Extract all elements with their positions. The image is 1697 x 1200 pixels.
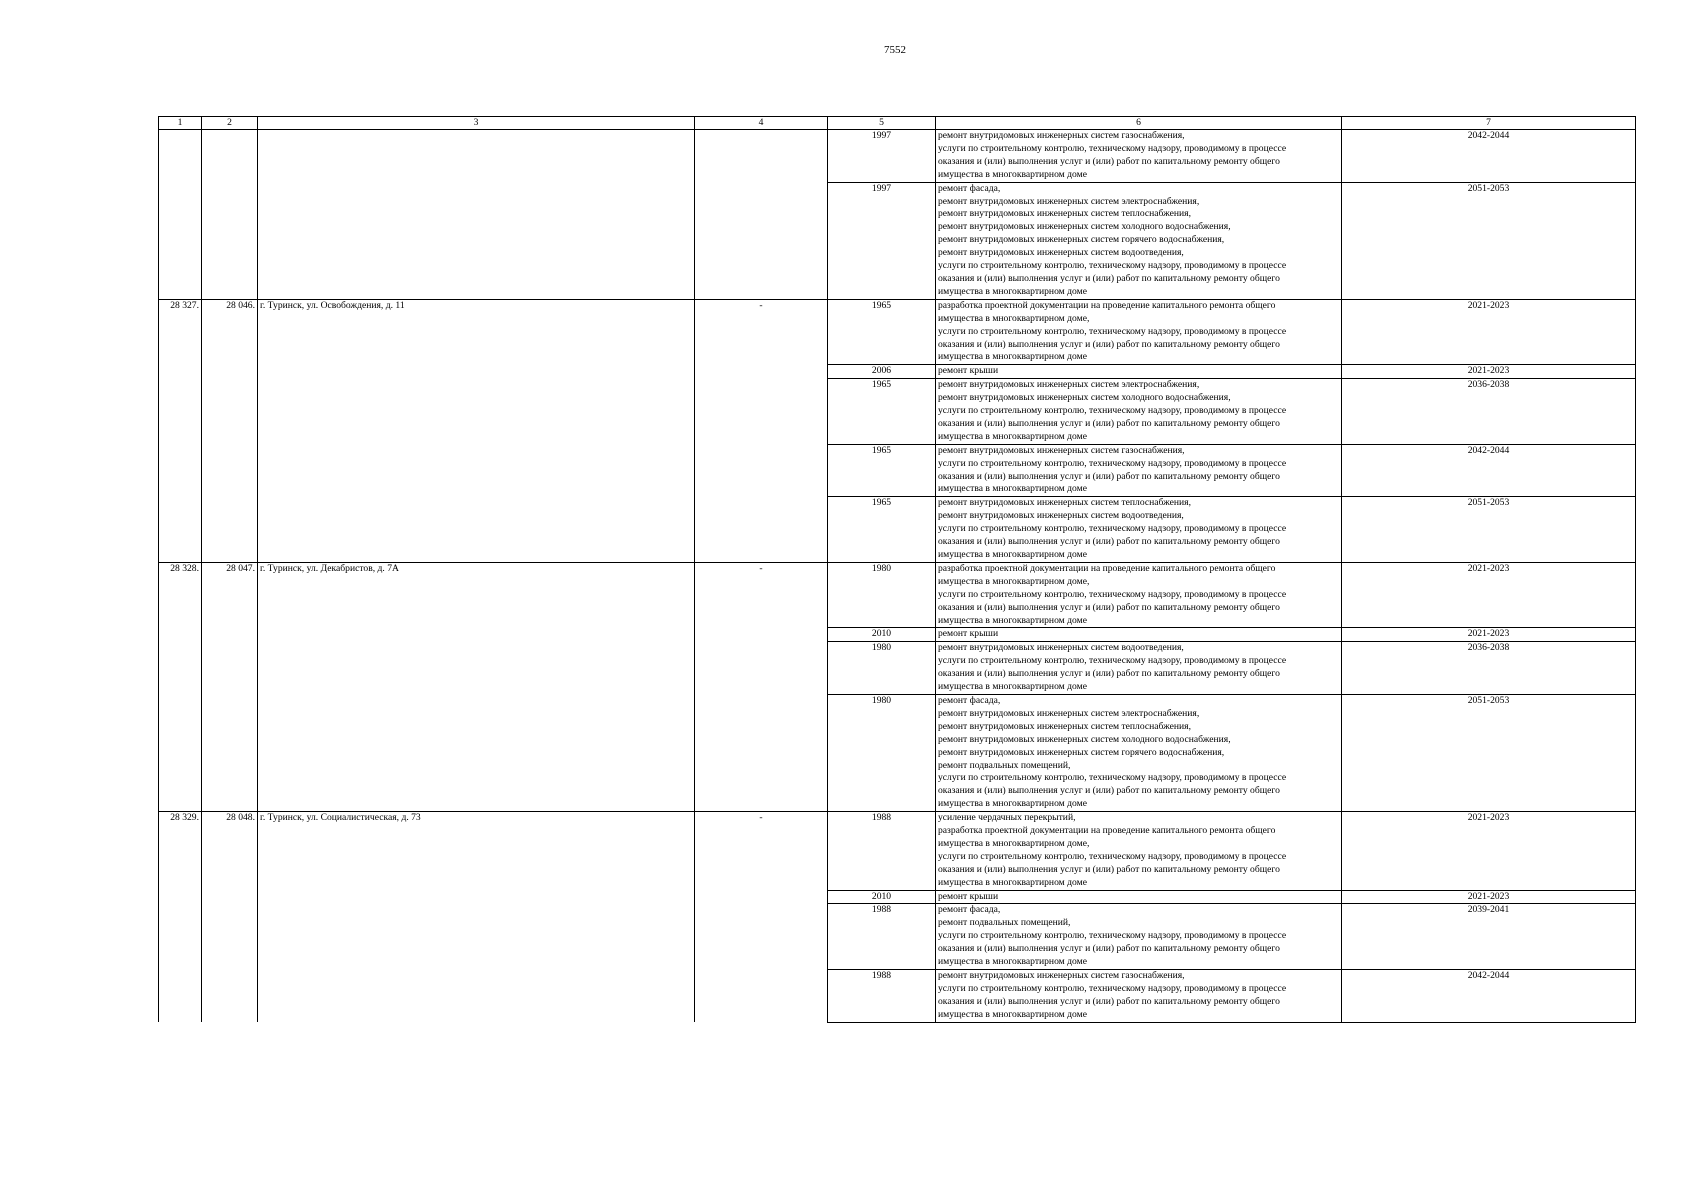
- work-line: ремонт крыши: [938, 628, 999, 640]
- page-number: 7552: [884, 44, 906, 56]
- work-line: оказания и (или) выполнения услуг и (или) работ по капитальному ремонту общего: [938, 338, 1280, 350]
- work-description: [936, 890, 1342, 904]
- work-line: имущества в многоквартирном доме: [938, 285, 1087, 297]
- work-line: разработка проектной документации на проведение капитального ремонта общего: [938, 825, 1276, 837]
- table-body: [159, 117, 1636, 1023]
- work-line: услуги по строительному контролю, техническому надзору, проводимому в процессе: [938, 772, 1287, 784]
- work-line: ремонт фасада,: [938, 694, 1001, 706]
- work-line: услуги по строительному контролю, техническому надзору, проводимому в процессе: [938, 405, 1287, 417]
- repair-period: 2021-2023: [1342, 299, 1636, 365]
- continuation-cell: [695, 130, 828, 300]
- work-line: услуги по строительному контролю, техническому надзору, проводимому в процессе: [938, 260, 1287, 272]
- work-description: [936, 182, 1342, 299]
- work-line: имущества в многоквартирном доме: [938, 681, 1087, 693]
- work-line: ремонт подвальных помещений,: [938, 917, 1071, 929]
- continuation-cell: [202, 130, 258, 300]
- table-row: [159, 812, 1636, 890]
- work-line: оказания и (или) выполнения услуг и (или) работ по капитальному ремонту общего: [938, 943, 1280, 955]
- work-line: услуги по строительному контролю, техническому надзору, проводимому в процессе: [938, 930, 1287, 942]
- header-row: [159, 117, 1636, 130]
- work-line: имущества в многоквартирном доме: [938, 956, 1087, 968]
- work-line: имущества в многоквартирном доме: [938, 168, 1087, 180]
- column-4-value: -: [695, 299, 828, 562]
- work-line: оказания и (или) выполнения услуг и (или) работ по капитальному ремонту общего: [938, 155, 1280, 167]
- work-line: услуги по строительному контролю, техническому надзору, проводимому в процессе: [938, 457, 1287, 469]
- row-number: 28 328.: [159, 562, 202, 811]
- continuation-cell: [258, 130, 695, 300]
- work-line: ремонт внутридомовых инженерных систем водоотведения,: [938, 642, 1184, 654]
- work-line: разработка проектной документации на проведение капитального ремонта общего: [938, 562, 1276, 574]
- work-line: услуги по строительному контролю, техническому надзору, проводимому в процессе: [938, 655, 1287, 667]
- house-address: г. Туринск, ул. Освобождения, д. 11: [258, 299, 695, 562]
- commission-year: 1988: [828, 812, 936, 890]
- work-line: ремонт фасада,: [938, 182, 1001, 194]
- repair-period: 2021-2023: [1342, 628, 1636, 642]
- commission-year: 1965: [828, 379, 936, 445]
- work-line: оказания и (или) выполнения услуг и (или) работ по капитальному ремонту общего: [938, 995, 1280, 1007]
- work-line: оказания и (или) выполнения услуг и (или) работ по капитальному ремонту общего: [938, 785, 1280, 797]
- work-description: [936, 970, 1342, 1023]
- table-row: [159, 299, 1636, 365]
- work-line: оказания и (или) выполнения услуг и (или) работ по капитальному ремонту общего: [938, 668, 1280, 680]
- commission-year: 1965: [828, 497, 936, 563]
- row-number: 28 327.: [159, 299, 202, 562]
- work-line: имущества в многоквартирном доме,: [938, 575, 1090, 587]
- repair-period: 2021-2023: [1342, 365, 1636, 379]
- row-number: 28 329.: [159, 812, 202, 1023]
- commission-year: 1997: [828, 130, 936, 183]
- work-description: [936, 365, 1342, 379]
- work-line: ремонт внутридомовых инженерных систем теплоснабжения,: [938, 208, 1191, 220]
- work-description: [936, 562, 1342, 628]
- column-header: 3: [258, 117, 695, 130]
- house-address: г. Туринск, ул. Декабристов, д. 7А: [258, 562, 695, 811]
- work-line: ремонт внутридомовых инженерных систем электроснабжения,: [938, 379, 1200, 391]
- work-line: ремонт внутридомовых инженерных систем водоотведения,: [938, 247, 1184, 259]
- work-description: [936, 628, 1342, 642]
- commission-year: 1980: [828, 562, 936, 628]
- column-header: 7: [1342, 117, 1636, 130]
- repair-period: 2051-2053: [1342, 694, 1636, 811]
- table-row: [159, 562, 1636, 628]
- work-description: [936, 379, 1342, 445]
- row-number-2: 28 048.: [202, 812, 258, 1023]
- repair-period: 2021-2023: [1342, 812, 1636, 890]
- work-line: оказания и (или) выполнения услуг и (или) работ по капитальному ремонту общего: [938, 417, 1280, 429]
- column-header: 2: [202, 117, 258, 130]
- work-line: оказания и (или) выполнения услуг и (или) работ по капитальному ремонту общего: [938, 536, 1280, 548]
- work-line: ремонт внутридомовых инженерных систем газоснабжения,: [938, 970, 1185, 981]
- commission-year: 1997: [828, 182, 936, 299]
- work-description: [936, 299, 1342, 365]
- work-line: ремонт фасада,: [938, 904, 1001, 916]
- row-number-2: 28 047.: [202, 562, 258, 811]
- repair-period: 2042-2044: [1342, 444, 1636, 497]
- work-line: услуги по строительному контролю, техническому надзору, проводимому в процессе: [938, 142, 1287, 154]
- work-line: имущества в многоквартирном доме: [938, 483, 1087, 495]
- capital-repair-table: [158, 116, 1636, 1023]
- repair-period: 2042-2044: [1342, 970, 1636, 1023]
- repair-period: 2051-2053: [1342, 182, 1636, 299]
- row-number-2: 28 046.: [202, 299, 258, 562]
- work-line: ремонт крыши: [938, 365, 999, 377]
- work-line: оказания и (или) выполнения услуг и (или) работ по капитальному ремонту общего: [938, 601, 1280, 613]
- work-line: ремонт внутридомовых инженерных систем горячего водоснабжения,: [938, 234, 1225, 246]
- column-4-value: -: [695, 812, 828, 1023]
- column-4-value: -: [695, 562, 828, 811]
- commission-year: 2006: [828, 365, 936, 379]
- column-header: 4: [695, 117, 828, 130]
- work-line: услуги по строительному контролю, техническому надзору, проводимому в процессе: [938, 850, 1287, 862]
- work-description: [936, 444, 1342, 497]
- column-header: 5: [828, 117, 936, 130]
- work-description: [936, 812, 1342, 890]
- work-line: ремонт внутридомовых инженерных систем водоотведения,: [938, 510, 1184, 522]
- work-line: имущества в многоквартирном доме: [938, 430, 1087, 442]
- work-line: ремонт внутридомовых инженерных систем холодного водоснабжения,: [938, 733, 1231, 745]
- repair-period: 2051-2053: [1342, 497, 1636, 563]
- continuation-cell: [159, 130, 202, 300]
- work-line: оказания и (или) выполнения услуг и (или) работ по капитальному ремонту общего: [938, 470, 1280, 482]
- work-line: оказания и (или) выполнения услуг и (или) работ по капитальному ремонту общего: [938, 863, 1280, 875]
- work-line: ремонт внутридомовых инженерных систем газоснабжения,: [938, 444, 1185, 456]
- work-line: ремонт внутридомовых инженерных систем электроснабжения,: [938, 707, 1200, 719]
- repair-period: 2021-2023: [1342, 562, 1636, 628]
- column-header: 1: [159, 117, 202, 130]
- work-description: [936, 642, 1342, 695]
- work-line: имущества в многоквартирном доме: [938, 614, 1087, 626]
- work-description: [936, 497, 1342, 563]
- work-line: ремонт внутридомовых инженерных систем холодного водоснабжения,: [938, 392, 1231, 404]
- work-line: ремонт подвальных помещений,: [938, 759, 1071, 771]
- work-description: [936, 904, 1342, 970]
- column-header: 6: [936, 117, 1342, 130]
- work-line: ремонт внутридомовых инженерных систем теплоснабжения,: [938, 497, 1191, 509]
- work-line: услуги по строительному контролю, техническому надзору, проводимому в процессе: [938, 982, 1287, 994]
- work-line: имущества в многоквартирном доме: [938, 876, 1087, 888]
- work-line: ремонт внутридомовых инженерных систем электроснабжения,: [938, 195, 1200, 207]
- work-description: [936, 130, 1342, 183]
- house-address: г. Туринск, ул. Социалистическая, д. 73: [258, 812, 695, 1023]
- repair-period: 2036-2038: [1342, 379, 1636, 445]
- commission-year: 2010: [828, 890, 936, 904]
- work-description: [936, 694, 1342, 811]
- commission-year: 1980: [828, 642, 936, 695]
- work-line: усиление чердачных перекрытий,: [938, 812, 1076, 824]
- work-line: услуги по строительному контролю, техническому надзору, проводимому в процессе: [938, 523, 1287, 535]
- work-line: имущества в многоквартирном доме,: [938, 837, 1090, 849]
- work-line: имущества в многоквартирном доме: [938, 1008, 1087, 1020]
- work-line: имущества в многоквартирном доме: [938, 798, 1087, 810]
- work-line: ремонт внутридомовых инженерных систем газоснабжения,: [938, 130, 1185, 141]
- commission-year: 1988: [828, 970, 936, 1023]
- work-line: имущества в многоквартирном доме: [938, 351, 1087, 363]
- work-line: услуги по строительному контролю, техническому надзору, проводимому в процессе: [938, 588, 1287, 600]
- table-row: [159, 130, 1636, 183]
- work-line: услуги по строительному контролю, техническому надзору, проводимому в процессе: [938, 325, 1287, 337]
- work-line: оказания и (или) выполнения услуг и (или) работ по капитальному ремонту общего: [938, 272, 1280, 284]
- work-line: ремонт внутридомовых инженерных систем теплоснабжения,: [938, 720, 1191, 732]
- commission-year: 1965: [828, 299, 936, 365]
- work-line: имущества в многоквартирном доме,: [938, 312, 1090, 324]
- repair-period: 2021-2023: [1342, 890, 1636, 904]
- commission-year: 1980: [828, 694, 936, 811]
- repair-period: 2036-2038: [1342, 642, 1636, 695]
- repair-period: 2039-2041: [1342, 904, 1636, 970]
- work-line: ремонт внутридомовых инженерных систем холодного водоснабжения,: [938, 221, 1231, 233]
- commission-year: 2010: [828, 628, 936, 642]
- commission-year: 1965: [828, 444, 936, 497]
- work-line: ремонт крыши: [938, 890, 999, 902]
- work-line: разработка проектной документации на проведение капитального ремонта общего: [938, 299, 1276, 311]
- repair-period: 2042-2044: [1342, 130, 1636, 183]
- commission-year: 1988: [828, 904, 936, 970]
- work-line: ремонт внутридомовых инженерных систем горячего водоснабжения,: [938, 746, 1225, 758]
- work-line: имущества в многоквартирном доме: [938, 549, 1087, 560]
